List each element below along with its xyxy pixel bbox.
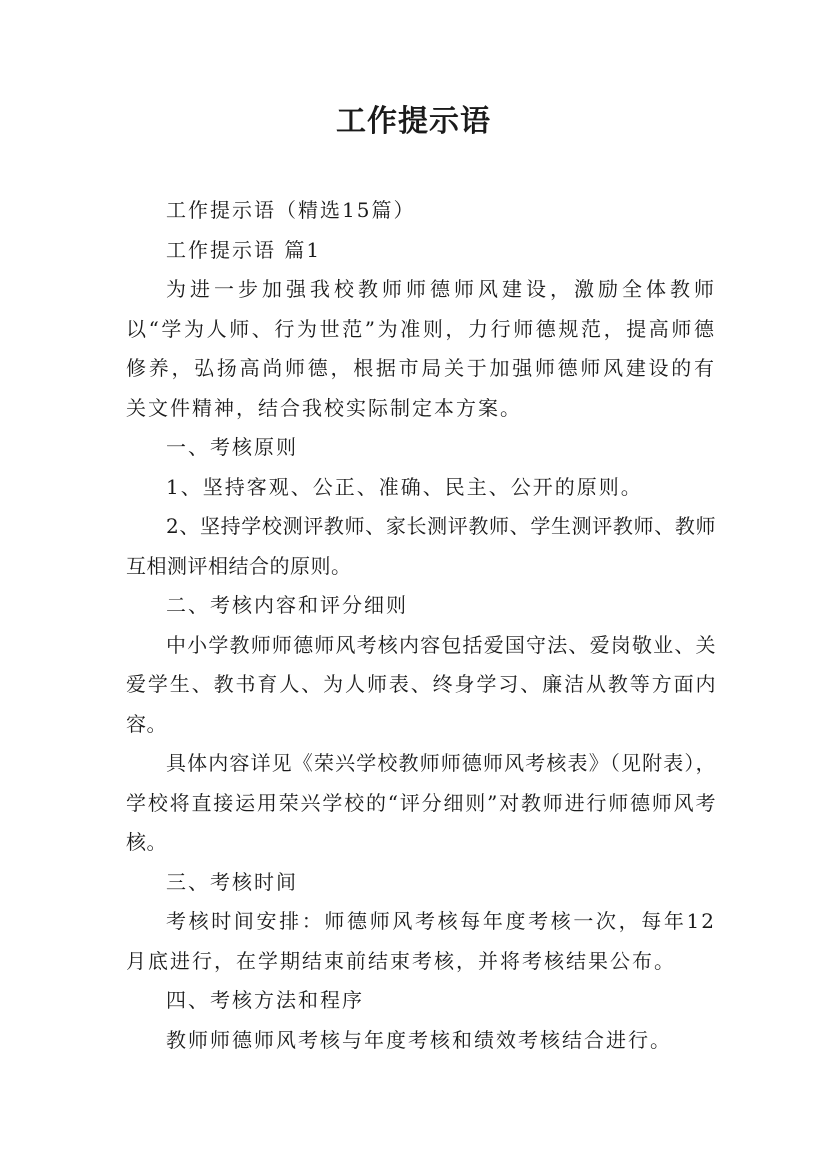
document-body xyxy=(126,191,716,1060)
heading-assessment-content: 二、考核内容和评分细则 xyxy=(166,593,408,617)
paragraph-principle-1: 1、坚持客观、公正、准确、民主、公开的原则。 xyxy=(166,474,643,499)
paragraph-time-schedule: 考核时间安排：师德师风考核每年度考核一次，每年12月底进行，在学期结束前结束考核，并将考核结果公布。 xyxy=(126,909,716,973)
heading-assessment-method: 四、考核方法和程序 xyxy=(166,988,364,1012)
paragraph-method: 教师师德师风考核与年度考核和绩效考核结合进行。 xyxy=(166,1027,672,1052)
paragraph-subtitle: 工作提示语（精选15篇） xyxy=(166,198,416,222)
paragraph-principle-2: 2、坚持学校测评教师、家长测评教师、学生测评教师、教师互相测评相结合的原则。 xyxy=(126,514,716,578)
heading-assessment-principles: 一、考核原则 xyxy=(166,435,298,459)
heading-assessment-time: 三、考核时间 xyxy=(166,869,298,894)
paragraph-section-heading: 工作提示语 篇1 xyxy=(166,237,322,262)
paragraph-intro: 为进一步加强我校教师师德师风建设，激励全体教师以“学为人师、行为世范”为准则，力行师德规范，提高师德修养，弘扬高尚师德，根据市局关于加强师德师风建设的有关文件精神，结合我校实际制定本方案。 xyxy=(126,277,716,420)
document-title: 工作提示语 xyxy=(336,104,491,139)
paragraph-content-details: 具体内容详见《荣兴学校教师师德师风考核表》（见附表），学校将直接运用荣兴学校的“评分细则”对教师进行师德师风考核。 xyxy=(126,751,716,854)
paragraph-content-scope: 中小学教师师德师风考核内容包括爱国守法、爱岗敬业、关爱学生、教书育人、为人师表、终身学习、廉洁从教等方面内容。 xyxy=(126,632,716,736)
